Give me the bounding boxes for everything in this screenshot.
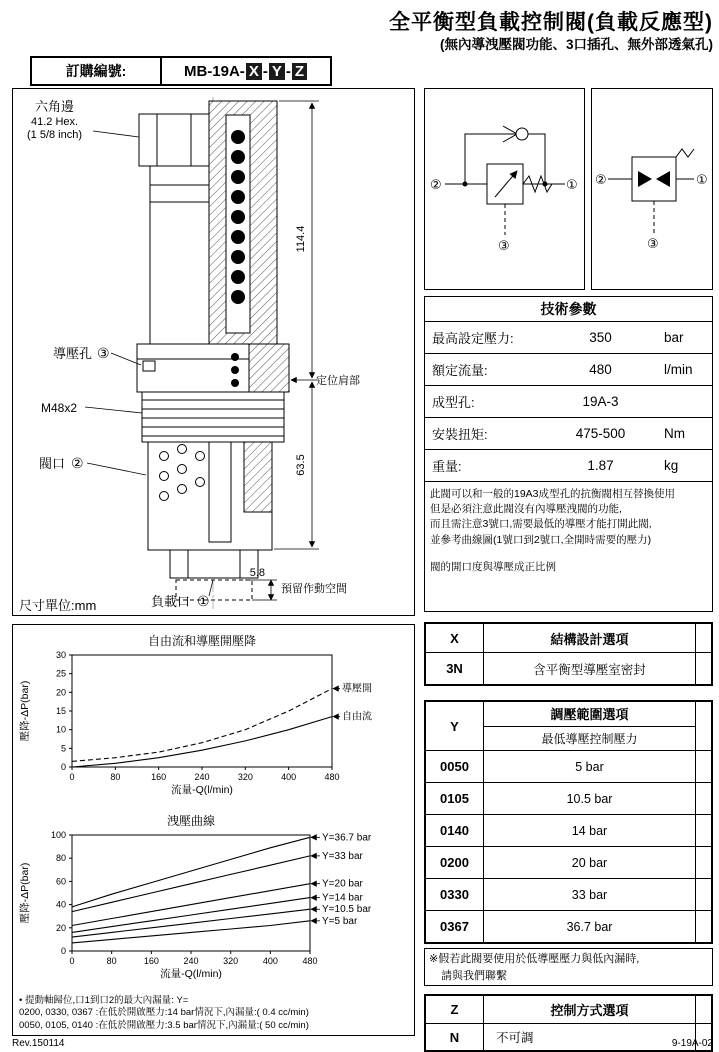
hex-inch-label: (1 5/8 inch): [27, 129, 83, 141]
svg-text:15: 15: [55, 706, 66, 716]
order-code-sep2: -: [285, 62, 291, 80]
table-row: [426, 624, 711, 652]
svg-text:80: 80: [106, 956, 117, 966]
svg-text:0: 0: [69, 956, 75, 966]
shoulder-label: 定位肩部: [316, 375, 360, 387]
svg-text:Y=14 bar: Y=14 bar: [322, 892, 363, 904]
spacer-cell: [695, 911, 711, 942]
pilot-port-number: ③: [97, 345, 110, 361]
load-port-label: 負載口: [151, 594, 191, 609]
order-code-sep1: -: [262, 62, 268, 80]
spacer-cell: [695, 879, 711, 910]
option-x-code: X: [426, 624, 484, 652]
svg-text:480: 480: [302, 956, 318, 966]
svg-text:20: 20: [55, 922, 66, 933]
doc-number: 9-19A-02: [671, 1038, 713, 1049]
page-title: 全平衡型負載控制閥(負載反應型): [389, 11, 713, 34]
schematic2-port2: ②: [595, 172, 607, 187]
option-y-header: [484, 702, 695, 750]
lower-height-dimension: 63.5: [295, 454, 307, 476]
load-port-number: ①: [197, 593, 210, 609]
option-code: 0200: [426, 847, 484, 878]
note-line: 此閥可以和一般的19A3成型孔的抗衡閥相互替換使用: [430, 488, 676, 500]
svg-text:Y=36.7 bar: Y=36.7 bar: [322, 832, 372, 844]
spec-note: [425, 482, 712, 611]
table-row: [426, 750, 711, 782]
option-y-title: 調壓範圍選項: [550, 707, 629, 723]
schematic-symbol-lines: [608, 149, 694, 233]
table-row: [426, 846, 711, 878]
spacer-cell: [695, 996, 711, 1023]
spacer-cell: [695, 702, 711, 750]
order-number-box: [30, 56, 332, 86]
option-code: N: [426, 1024, 484, 1050]
schematic2-port3: ③: [647, 236, 659, 251]
svg-text:400: 400: [262, 956, 278, 966]
spec-name: 安裝扭矩:: [432, 427, 488, 442]
svg-text:400: 400: [281, 772, 297, 782]
table-row: [425, 386, 712, 418]
option-code: 0105: [426, 783, 484, 814]
footnote-line: • 提動軸歸位,口1到口2的最大內漏量: Y=: [19, 995, 189, 1006]
page-subtitle: (無內導洩壓閥功能、3口插孔、無外部透氣孔): [440, 37, 713, 52]
svg-text:320: 320: [223, 956, 239, 966]
option-x-title: 結構設計選項: [550, 631, 629, 647]
table-row: [426, 1023, 711, 1050]
schematic-symbol-lines: [445, 126, 565, 235]
chart-relief-curves: [14, 811, 413, 991]
spec-value: 480: [589, 362, 612, 377]
spacer-cell: [695, 847, 711, 878]
svg-text:20: 20: [55, 687, 66, 698]
svg-text:洩壓曲線: 洩壓曲線: [166, 814, 216, 828]
spec-value: 350: [589, 330, 612, 345]
option-code: 0050: [426, 751, 484, 782]
table-row: [425, 354, 712, 386]
note-line: 請與我們聯繫: [441, 969, 507, 982]
chart-free-flow-pilot-open: [14, 629, 413, 809]
thread-label: M48x2: [41, 401, 78, 415]
option-code: 0330: [426, 879, 484, 910]
hydraulic-schematic-simplified-panel: [591, 88, 713, 290]
svg-text:Y=5 bar: Y=5 bar: [322, 915, 358, 927]
svg-text:5: 5: [60, 743, 66, 754]
svg-text:80: 80: [110, 772, 121, 782]
spec-value: 1.87: [587, 458, 614, 473]
option-z-code: Z: [426, 996, 484, 1023]
svg-text:Y=10.5 bar: Y=10.5 bar: [322, 904, 372, 916]
table-row: [425, 450, 712, 482]
svg-text:0: 0: [60, 762, 66, 772]
valve-body-outline: [137, 97, 289, 609]
valve-port-label: 閥口: [39, 456, 66, 471]
spec-name: 重量:: [432, 459, 462, 474]
chart-footnote: [19, 995, 309, 1032]
valve-port-number: ②: [71, 455, 84, 471]
schematic1-port2: ②: [430, 177, 442, 192]
svg-text:自由流: 自由流: [342, 711, 372, 723]
unit-label: 尺寸單位:mm: [19, 598, 97, 613]
svg-text:240: 240: [194, 772, 210, 782]
note-line: 但是必須注意此閥沒有內導壓洩閥的功能,: [430, 503, 622, 516]
order-code-y: Y: [269, 63, 285, 80]
svg-text:0: 0: [69, 772, 75, 782]
hex-size-label: 41.2 Hex.: [31, 116, 79, 128]
svg-text:80: 80: [55, 853, 66, 864]
schematic1-port3: ③: [498, 238, 510, 253]
note-line: 閥的開口度與導壓成正比例: [430, 560, 556, 573]
svg-text:160: 160: [151, 772, 167, 782]
option-code: 3N: [426, 653, 484, 684]
svg-text:流量-Q(l/min): 流量-Q(l/min): [171, 784, 233, 796]
note-line: ※假若此閥要使用於低導壓壓力與低內漏時,: [429, 953, 640, 965]
option-y-subtitle: 最低導壓控制壓力: [484, 726, 695, 751]
valve-drawing-panel: [12, 88, 415, 616]
option-desc: 不可調: [496, 1031, 534, 1045]
table-row: [426, 652, 711, 684]
upper-height-dimension: 114.4: [295, 225, 307, 253]
footnote-line: 0200, 0330, 0367 :在低於開啟壓力:14 bar情況下,內漏量:( 0.4 cc/min): [19, 1007, 309, 1019]
option-desc: 5 bar: [575, 759, 604, 774]
order-code-prefix: MB-19A-: [183, 62, 245, 80]
table-row: [425, 418, 712, 450]
table-row: [426, 782, 711, 814]
svg-text:240: 240: [183, 956, 199, 966]
svg-text:40: 40: [55, 899, 66, 910]
hydraulic-schematic-detailed-panel: [424, 88, 585, 290]
note-line: 而且需注意3號口,需要最低的導壓才能打開此閥,: [430, 518, 652, 531]
option-desc: 14 bar: [571, 823, 608, 838]
spec-value: 475-500: [575, 426, 626, 441]
reserve-dimension: 5.8: [249, 567, 265, 579]
table-row: [426, 878, 711, 910]
svg-text:流量-Q(l/min): 流量-Q(l/min): [160, 968, 222, 980]
schematic1-port1: ①: [566, 177, 578, 192]
note-line: 並參考曲線圖(1號口到2號口,全開時需要的壓力): [430, 533, 652, 546]
svg-text:160: 160: [143, 956, 159, 966]
order-code-z: Z: [292, 63, 307, 80]
low-pilot-pressure-note: [424, 948, 713, 986]
option-z-title: 控制方式選項: [550, 1003, 629, 1018]
hydraulic-schematic-simplified: [592, 89, 712, 289]
option-table-x: [424, 622, 713, 686]
svg-text:100: 100: [50, 830, 66, 840]
spec-unit: Nm: [664, 426, 685, 441]
svg-text:10: 10: [55, 724, 66, 735]
svg-text:壓降-ΔP(bar): 壓降-ΔP(bar): [19, 680, 31, 742]
option-code: 0140: [426, 815, 484, 846]
pilot-port-label: 導壓孔: [53, 346, 93, 361]
table-row: [425, 322, 712, 354]
table-row: [426, 996, 711, 1023]
spec-unit: l/min: [664, 362, 693, 377]
spec-name: 最高設定壓力:: [432, 331, 514, 346]
charts-panel: [12, 624, 415, 1036]
option-desc: 20 bar: [571, 855, 608, 870]
order-code-x: X: [246, 63, 262, 80]
table-row: [426, 814, 711, 846]
option-desc: 含平衡型導壓室密封: [533, 662, 646, 677]
spec-unit: bar: [664, 330, 684, 345]
svg-text:320: 320: [237, 772, 253, 782]
spring-icon: [676, 149, 694, 157]
order-number-label: 訂購編號:: [32, 58, 162, 84]
valve-cross-section-drawing: [13, 89, 414, 615]
option-desc: 10.5 bar: [566, 791, 613, 806]
hex-label: 六角邊: [35, 99, 75, 114]
spacer-cell: [695, 815, 711, 846]
svg-text:480: 480: [324, 772, 340, 782]
spacer-cell: [695, 783, 711, 814]
spec-name: 成型孔:: [432, 395, 475, 410]
svg-text:自由流和導壓開壓降: 自由流和導壓開壓降: [147, 634, 257, 648]
svg-text:60: 60: [55, 876, 66, 887]
tech-params-header: 技術參數: [425, 297, 712, 322]
spec-name: 額定流量:: [432, 363, 488, 378]
table-row: [426, 702, 711, 750]
svg-text:25: 25: [55, 668, 66, 679]
option-y-code: Y: [426, 702, 484, 750]
svg-text:Y=20 bar: Y=20 bar: [322, 878, 363, 890]
option-table-z: [424, 994, 713, 1052]
hydraulic-schematic-detailed: [425, 89, 584, 289]
table-row: [426, 910, 711, 942]
reserve-label: 預留作動空間: [281, 583, 347, 595]
spec-value: 19A-3: [582, 394, 619, 409]
option-table-y: [424, 700, 713, 944]
spacer-cell: [695, 624, 711, 652]
svg-text:Y=33 bar: Y=33 bar: [322, 850, 363, 862]
footnote-line: 0050, 0105, 0140 :在低於開啟壓力:3.5 bar情況下,內漏量:( 50 cc/min): [19, 1019, 309, 1031]
schematic2-port1: ①: [696, 172, 708, 187]
spacer-cell: [695, 653, 711, 684]
svg-text:壓降-ΔP(bar): 壓降-ΔP(bar): [19, 862, 31, 924]
svg-text:0: 0: [60, 946, 66, 956]
spacer-cell: [695, 751, 711, 782]
tech-params-table: [424, 296, 713, 612]
doc-revision: Rev.150114: [12, 1038, 65, 1049]
option-code: 0367: [426, 911, 484, 942]
option-desc: 36.7 bar: [566, 919, 613, 934]
order-code: [162, 58, 330, 84]
option-desc: 33 bar: [571, 887, 608, 902]
svg-text:導壓開: 導壓開: [342, 683, 372, 695]
spec-unit: kg: [664, 458, 679, 473]
svg-text:30: 30: [55, 650, 66, 660]
